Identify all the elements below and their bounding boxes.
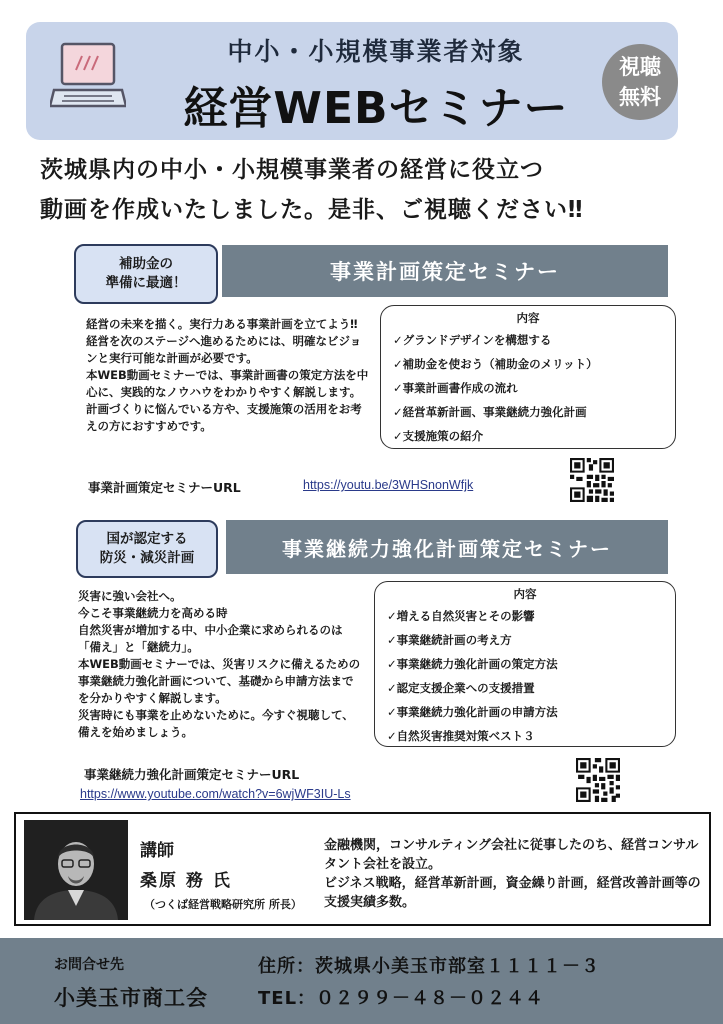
seminar2-contents <box>374 581 676 747</box>
seminar2-content-item: ✓事業継続力強化計画の策定方法 <box>387 657 558 671</box>
seminar2-content-item: ✓事業継続力強化計画の申請方法 <box>387 705 558 719</box>
seminar1-tag-line1: 補助金の <box>119 256 173 272</box>
footer-address: 住所：茨城県小美玉市部室１１１１－３ <box>258 956 600 977</box>
instructor-photo <box>24 820 128 920</box>
seminar2-content-item: ✓増える自然災害とその影響 <box>387 609 535 623</box>
seminar1-desc-3: 本WEB動画セミナーでは、事業計画書の策定方法を中心に、実践的なノウハウをわかりやすく解説します。 <box>86 368 369 399</box>
seminar2-title: 事業継続力強化計画策定セミナー <box>226 520 668 574</box>
instructor-section <box>14 812 711 926</box>
seminar2-tag <box>76 520 218 578</box>
badge-line1: 視聴 <box>619 55 661 79</box>
seminar1-content-item: ✓事業計画書作成の流れ <box>393 381 518 395</box>
instructor-name: 桑原 務 氏 <box>140 871 232 891</box>
seminar1-tag <box>74 244 218 304</box>
seminar2-qr-code[interactable] <box>576 758 620 802</box>
seminar1-content-item: ✓経営革新計画、事業継続力強化計画 <box>393 405 587 419</box>
footer-inquiry-label: お問合せ先 <box>54 957 124 973</box>
lead-line2: 動画を作成いたしました。是非、ご視聴ください‼ <box>40 197 584 223</box>
seminar2-content-item: ✓認定支援企業への支援措置 <box>387 681 535 695</box>
seminar1-description <box>86 316 370 435</box>
header-title: 経営WEBセミナー <box>183 83 569 134</box>
seminar2-desc-5: 災害時にも事業を止めないために。今すぐ視聴して、備えを始めましょう。 <box>78 708 354 739</box>
seminar2-desc-4: 本WEB動画セミナーでは、災害リスクに備えるための事業継続力強化計画について、基礎から申請方法までを分かりやすく解説します。 <box>78 657 361 705</box>
seminar2-url-link[interactable]: https://www.youtube.com/watch?v=6wjWF3IU-Ls <box>80 787 351 801</box>
seminar2-tag-line2: 防災・減災計画 <box>99 550 195 566</box>
seminar1-contents <box>380 305 676 449</box>
instructor-bio-line1: 金融機関，コンサルティング会社に従事したのち、経営コンサルタント会社を設立。 <box>324 838 699 872</box>
seminar1-desc-1: 経営の未来を描く。実行力ある事業計画を立てよう‼ <box>86 317 358 331</box>
seminar2-contents-heading: 内容 <box>513 587 537 601</box>
seminar2-url-label: 事業継続力強化計画策定セミナーURL <box>84 767 300 782</box>
seminar2-description <box>78 588 364 741</box>
seminar2-content-item: ✓自然災害推奨対策ベスト３ <box>387 729 535 743</box>
seminar1-url-link[interactable]: https://youtu.be/3WHSnonWfjk <box>303 478 474 492</box>
seminar1-content-item: ✓補助金を使おう（補助金のメリット） <box>393 357 598 371</box>
badge-line2: 無料 <box>619 85 661 109</box>
instructor-bio <box>324 836 708 912</box>
instructor-affiliation: （つくば経営戦略研究所 所長） <box>144 898 302 911</box>
seminar1-qr-code[interactable] <box>570 458 614 502</box>
seminar1-contents-heading: 内容 <box>516 311 540 325</box>
footer-contact <box>0 938 723 1024</box>
header-banner <box>26 22 678 140</box>
seminar1-tag-line2: 準備に最適！ <box>105 275 187 291</box>
free-viewing-badge <box>602 44 678 120</box>
seminar1-desc-2: 経営を次のステージへ進めるためには、明確なビジョンと実行可能な計画が必要です。 <box>86 334 362 365</box>
footer-organization: 小美玉市商工会 <box>54 986 208 1010</box>
seminar1-content-item: ✓支援施策の紹介 <box>393 429 484 443</box>
instructor-bio-line2: ビジネス戦略，経営革新計画，資金繰り計画，経営改善計画等の支援実績多数。 <box>324 876 701 910</box>
seminar2-tag-line1: 国が認定する <box>106 531 188 547</box>
seminar1-url-label: 事業計画策定セミナーURL <box>88 480 241 495</box>
lead-text <box>40 150 700 230</box>
seminar2-content-item: ✓事業継続計画の考え方 <box>387 633 512 647</box>
seminar1-desc-4: 計画づくりに悩んでいる方や、支援施策の活用をお考えの方におすすめです。 <box>86 402 362 433</box>
lead-line1: 茨城県内の中小・小規模事業者の経営に役立つ <box>40 157 544 183</box>
seminar1-content-item: ✓グランドデザインを構想する <box>393 333 552 347</box>
footer-phone[interactable]: TEL：０２９９－４８－０２４４ <box>258 988 545 1009</box>
seminar2-desc-3: 自然災害が増加する中、中小企業に求められるのは「備え」と「継続力」。 <box>78 623 343 654</box>
header-subtitle: 中小・小規模事業者対象 <box>227 37 525 66</box>
instructor-role: 講師 <box>140 841 174 861</box>
seminar2-desc-2: 今こそ事業継続力を高める時 <box>78 606 228 620</box>
laptop-icon <box>50 40 126 112</box>
seminar2-desc-1: 災害に強い会社へ。 <box>78 589 182 603</box>
seminar1-title: 事業計画策定セミナー <box>222 245 668 297</box>
